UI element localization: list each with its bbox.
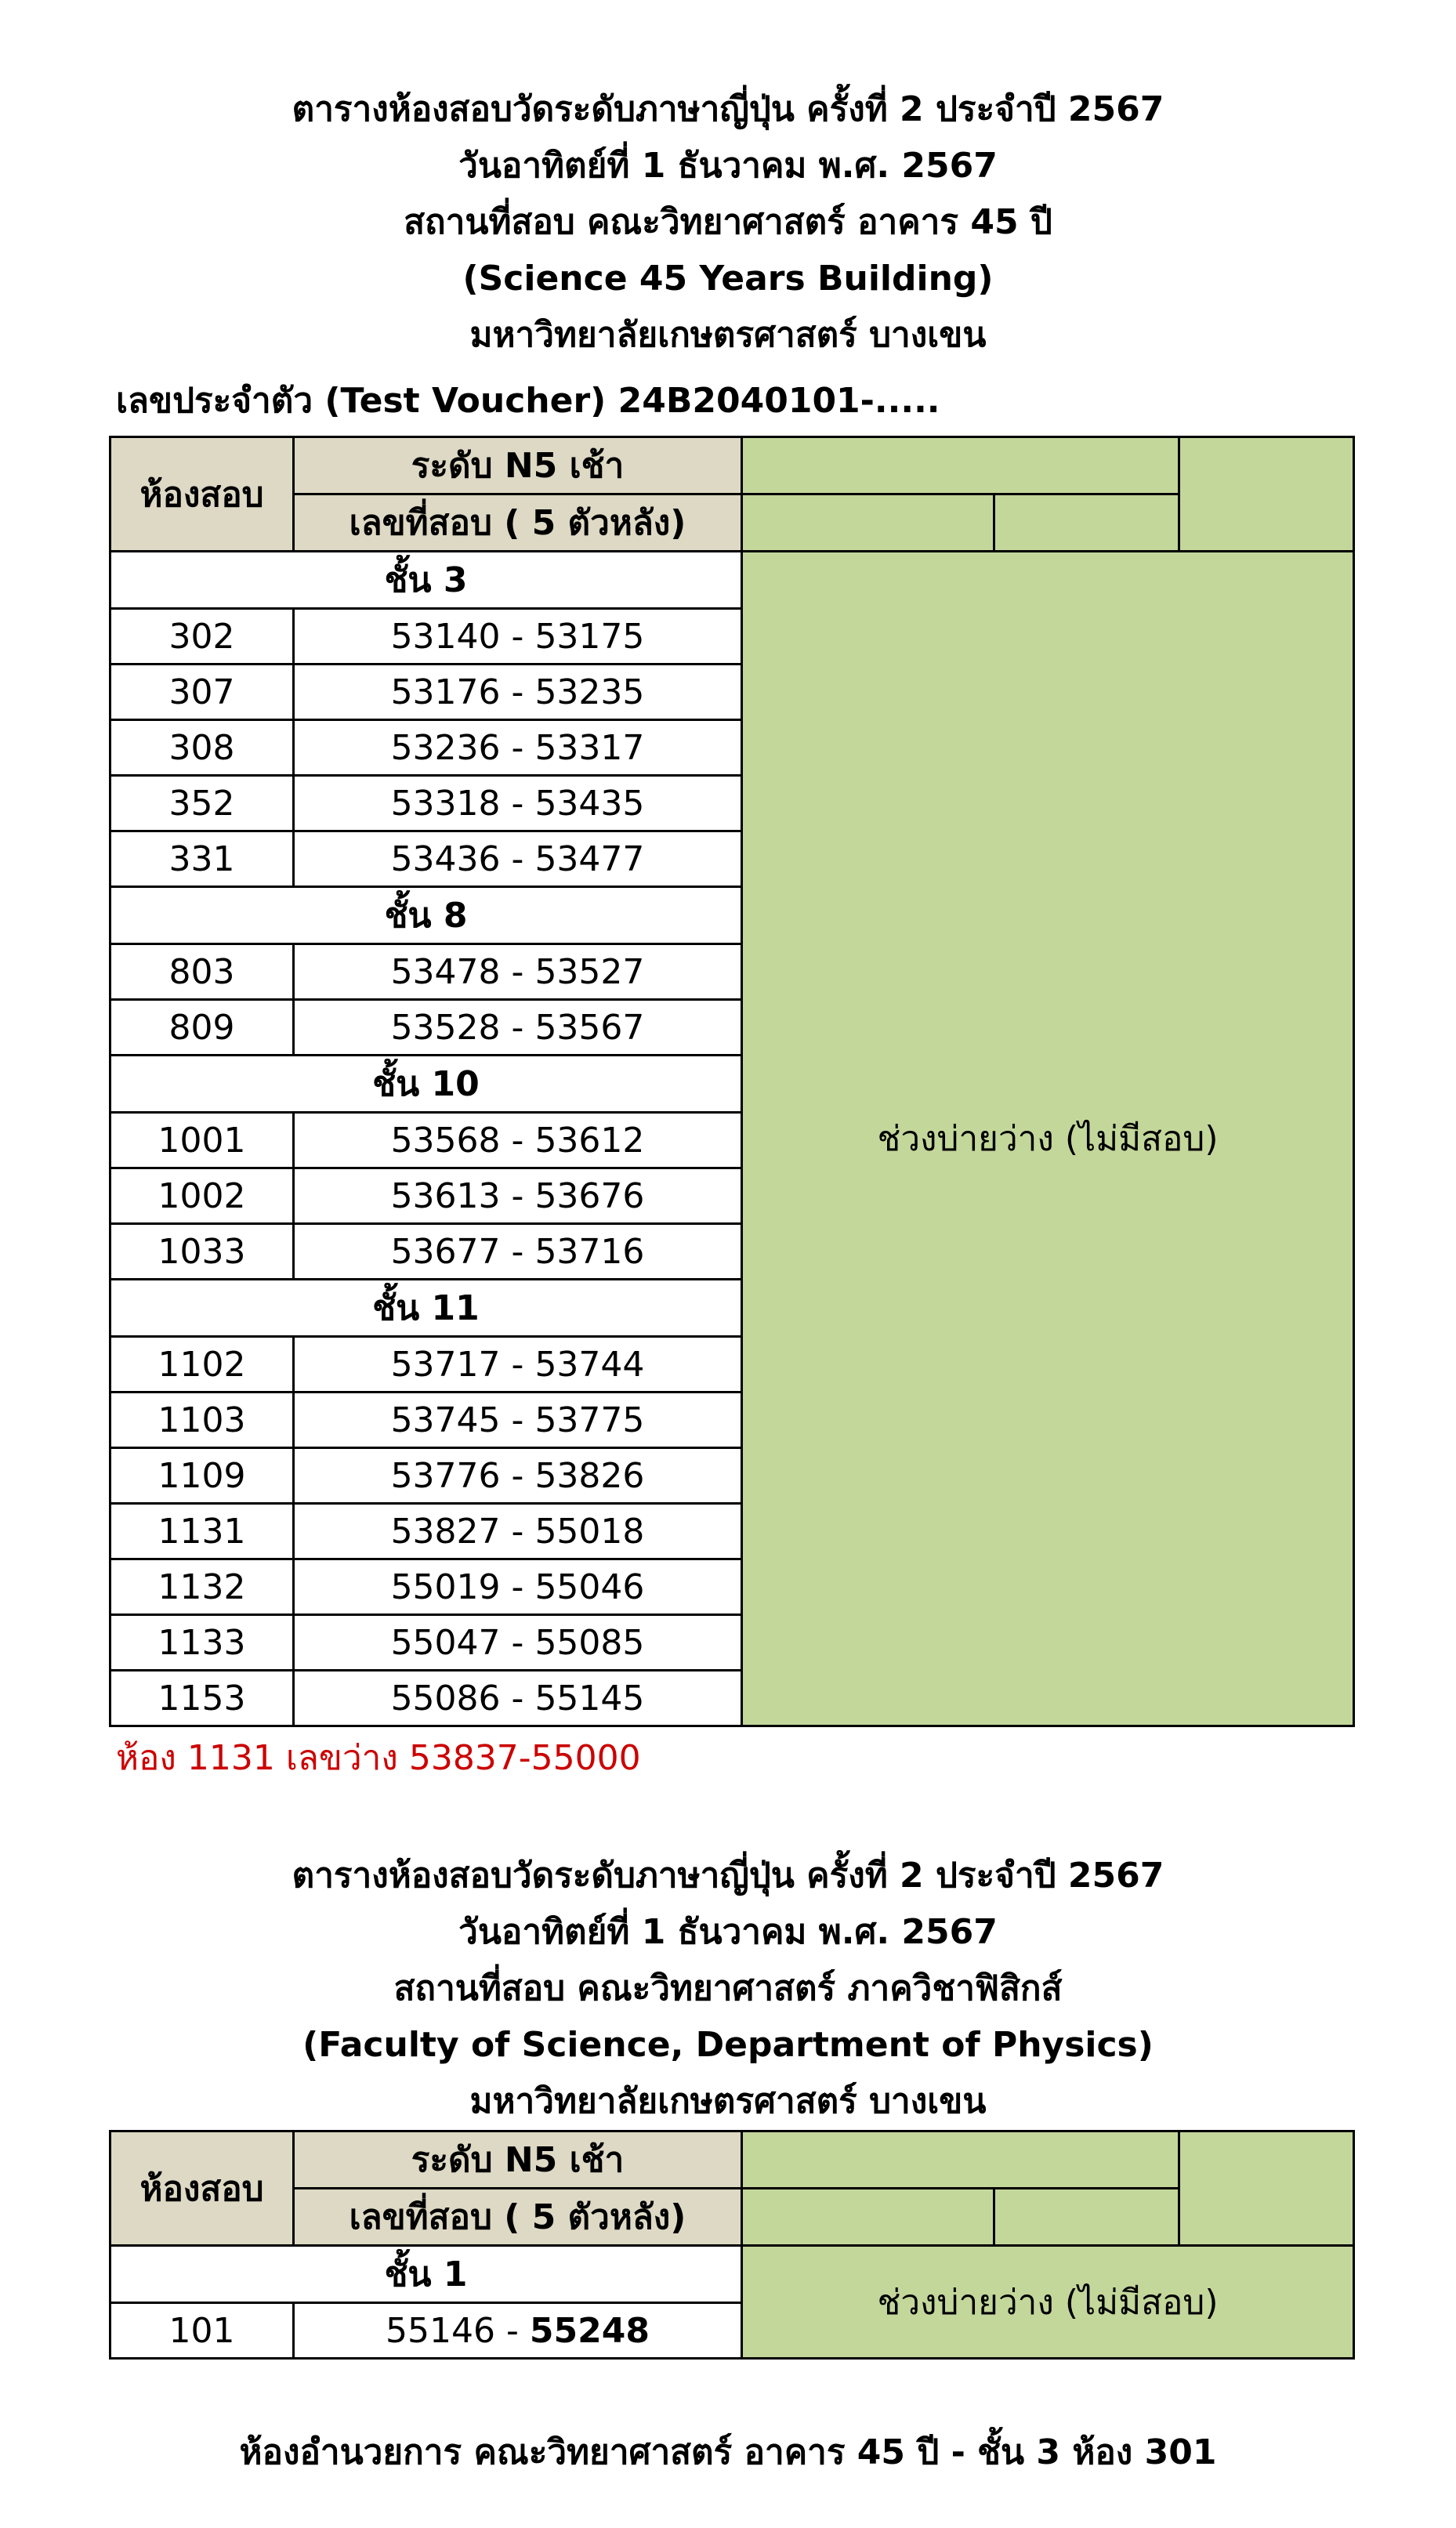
room-number: 1131 <box>110 1504 294 1559</box>
range-dash: - <box>511 838 524 879</box>
room-number: 1109 <box>110 1448 294 1504</box>
room-number: 809 <box>110 1000 294 1056</box>
range-start: 53568 <box>390 1120 501 1161</box>
range-end: 53676 <box>534 1175 645 1216</box>
range-dash: - <box>511 1344 524 1385</box>
floor-label: ชั้น 1 <box>110 2246 742 2303</box>
exam-number-range <box>294 1000 742 1056</box>
room-number: 308 <box>110 720 294 776</box>
range-dash: - <box>511 1511 524 1552</box>
range-start: 55086 <box>390 1678 501 1719</box>
section1-title-line: ตารางห้องสอบวัดระดับภาษาญี่ปุ่น ครั้งที่ 2 ประจำปี 2567 <box>292 89 1164 129</box>
header-level: ระดับ N5 เช้า <box>294 437 742 494</box>
range-end: 53567 <box>534 1007 645 1048</box>
range-dash: - <box>511 1007 524 1048</box>
range-end: 53435 <box>534 783 645 824</box>
section2-university-line: มหาวิทยาลัยเกษตรศาสตร์ บางเขน <box>469 2081 987 2121</box>
room-number: 1132 <box>110 1559 294 1615</box>
range-start: 55146 <box>386 2310 495 2351</box>
exam-number-range <box>294 1615 742 1671</box>
range-end: 53317 <box>534 727 645 768</box>
header-blank-green-b <box>994 2189 1179 2246</box>
section1-date-line: วันอาทิตย์ที่ 1 ธันวาคม พ.ศ. 2567 <box>458 146 998 186</box>
exam-number-range <box>294 1168 742 1224</box>
header-exam-number: เลขที่สอบ ( 5 ตัวหลัง) <box>294 2189 742 2246</box>
room-number: 352 <box>110 776 294 831</box>
section1-venue-line: สถานที่สอบ คณะวิทยาศาสตร์ อาคาร 45 ปี <box>404 202 1052 242</box>
exam-number-range <box>294 1504 742 1559</box>
room-number: 803 <box>110 944 294 1000</box>
range-dash: - <box>511 1175 524 1216</box>
exam-number-range <box>294 1448 742 1504</box>
room-note: ห้อง 1131 เลขว่าง 53837-55000 <box>116 1738 641 1778</box>
range-end: 53612 <box>534 1120 645 1161</box>
room-number: 1133 <box>110 1615 294 1671</box>
exam-room-table-1 <box>109 436 1355 1727</box>
range-dash: - <box>511 783 524 824</box>
exam-number-range <box>294 1393 742 1448</box>
range-end: 53175 <box>534 616 645 657</box>
section2-title-line: ตารางห้องสอบวัดระดับภาษาญี่ปุ่น ครั้งที่ 2 ประจำปี 2567 <box>292 1856 1164 1896</box>
range-end: 53527 <box>534 951 645 992</box>
header-blank-green-right <box>1179 2131 1354 2246</box>
range-dash: - <box>511 727 524 768</box>
range-end: 55248 <box>529 2310 650 2351</box>
room-number: 1102 <box>110 1337 294 1393</box>
exam-number-range <box>294 665 742 720</box>
section1-heading <box>0 81 1456 364</box>
range-start: 53613 <box>390 1175 501 1216</box>
range-end: 53235 <box>534 672 645 712</box>
footer-control-room: ห้องอำนวยการ คณะวิทยาศาสตร์ อาคาร 45 ปี - ชั้น 3 ห้อง 301 <box>239 2432 1217 2472</box>
test-voucher-label: เลขประจำตัว (Test Voucher) 24B2040101-..... <box>116 381 940 421</box>
header-blank-green <box>742 2131 1179 2189</box>
exam-number-range <box>294 944 742 1000</box>
range-start: 53528 <box>390 1007 501 1048</box>
range-dash: - <box>511 951 524 992</box>
range-start: 53827 <box>390 1511 501 1552</box>
range-dash: - <box>511 1566 524 1607</box>
range-dash: - <box>511 1622 524 1663</box>
range-dash: - <box>511 1678 524 1719</box>
range-start: 53677 <box>390 1231 501 1272</box>
header-blank-green-b <box>994 494 1179 552</box>
range-dash: - <box>511 672 524 712</box>
exam-number-range <box>294 1671 742 1726</box>
range-end: 55145 <box>534 1678 645 1719</box>
exam-number-range <box>294 831 742 887</box>
header-room: ห้องสอบ <box>110 437 294 552</box>
range-end: 55018 <box>534 1511 645 1552</box>
room-number: 1033 <box>110 1224 294 1280</box>
range-start: 53236 <box>390 727 501 768</box>
exam-number-range <box>294 609 742 665</box>
section2-venue-en-line: (Faculty of Science, Department of Physics) <box>302 2025 1154 2065</box>
room-number: 1001 <box>110 1113 294 1168</box>
room-number: 307 <box>110 665 294 720</box>
range-end: 55085 <box>534 1622 645 1663</box>
exam-number-range <box>294 1559 742 1615</box>
header-blank-green <box>742 437 1179 494</box>
range-end: 53775 <box>534 1400 645 1440</box>
range-start: 55047 <box>390 1622 501 1663</box>
exam-number-range <box>294 1224 742 1280</box>
range-start: 53478 <box>390 951 501 992</box>
range-end: 53826 <box>534 1455 645 1496</box>
exam-number-range <box>294 720 742 776</box>
header-blank-green-a <box>742 494 994 552</box>
room-number: 101 <box>110 2303 294 2359</box>
section2-heading <box>0 1848 1456 2130</box>
range-start: 53436 <box>390 838 501 879</box>
header-exam-number: เลขที่สอบ ( 5 ตัวหลัง) <box>294 494 742 552</box>
floor-label: ชั้น 3 <box>110 552 742 609</box>
range-start: 53176 <box>390 672 501 712</box>
exam-number-range <box>294 776 742 831</box>
exam-number-range <box>294 1113 742 1168</box>
section2-date-line: วันอาทิตย์ที่ 1 ธันวาคม พ.ศ. 2567 <box>458 1912 998 1952</box>
floor-label: ชั้น 8 <box>110 887 742 944</box>
exam-number-range <box>294 2303 742 2359</box>
range-start: 53745 <box>390 1400 501 1440</box>
header-blank-green-right <box>1179 437 1354 552</box>
exam-room-table-2 <box>109 2130 1355 2360</box>
afternoon-free-note: ช่วงบ่ายว่าง (ไม่มีสอบ) <box>742 2246 1354 2359</box>
range-start: 53140 <box>390 616 501 657</box>
range-start: 53776 <box>390 1455 501 1496</box>
room-number: 302 <box>110 609 294 665</box>
floor-label: ชั้น 11 <box>110 1280 742 1337</box>
room-number: 331 <box>110 831 294 887</box>
range-end: 53744 <box>534 1344 645 1385</box>
range-dash: - <box>511 1120 524 1161</box>
room-number: 1002 <box>110 1168 294 1224</box>
range-start: 55019 <box>390 1566 501 1607</box>
range-end: 53477 <box>534 838 645 879</box>
range-start: 53717 <box>390 1344 501 1385</box>
header-level: ระดับ N5 เช้า <box>294 2131 742 2189</box>
exam-number-range <box>294 1337 742 1393</box>
range-dash: - <box>511 616 524 657</box>
range-dash: - <box>506 2310 519 2351</box>
header-room: ห้องสอบ <box>110 2131 294 2246</box>
range-dash: - <box>511 1231 524 1272</box>
floor-label: ชั้น 10 <box>110 1056 742 1113</box>
section1-venue-en-line: (Science 45 Years Building) <box>462 259 994 299</box>
range-dash: - <box>511 1400 524 1440</box>
section2-venue-line: สถานที่สอบ คณะวิทยาศาสตร์ ภาควิชาฟิสิกส์ <box>393 1968 1063 2008</box>
room-number: 1153 <box>110 1671 294 1726</box>
range-start: 53318 <box>390 783 501 824</box>
header-blank-green-a <box>742 2189 994 2246</box>
range-end: 53716 <box>534 1231 645 1272</box>
room-number: 1103 <box>110 1393 294 1448</box>
range-end: 55046 <box>534 1566 645 1607</box>
afternoon-free-note: ช่วงบ่ายว่าง (ไม่มีสอบ) <box>742 552 1354 1726</box>
range-dash: - <box>511 1455 524 1496</box>
section1-university-line: มหาวิทยาลัยเกษตรศาสตร์ บางเขน <box>469 315 987 355</box>
